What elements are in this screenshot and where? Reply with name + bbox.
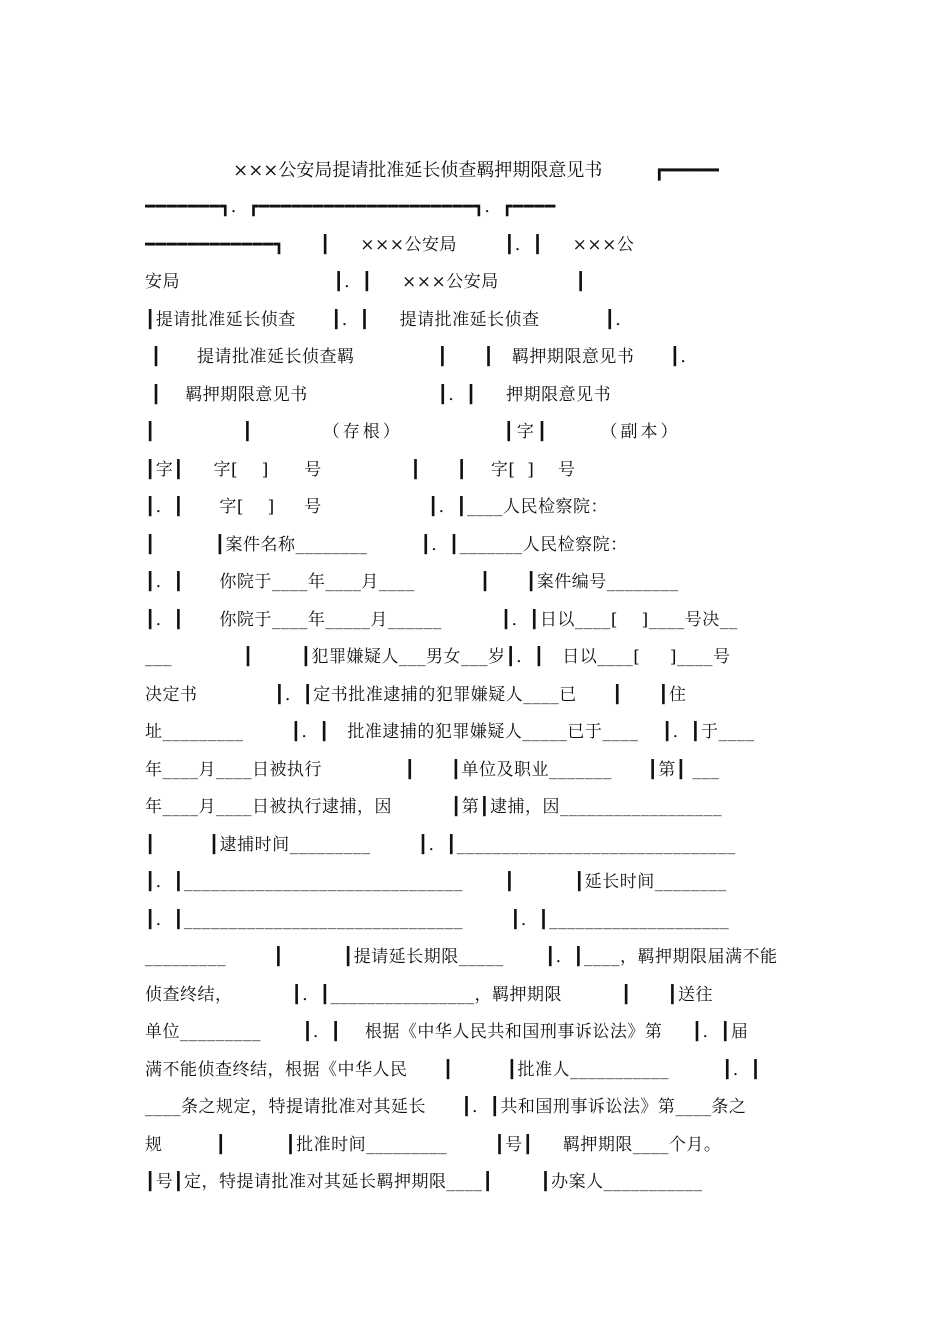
text-line: ┃．┃ 你院于____年____月____ ┃ ┃案件编号________: [145, 572, 679, 592]
text-line: 单位_________ ┃．┃ 根据《中华人民共和国刑事诉讼法》第 ┃．┃届: [145, 1022, 749, 1042]
text-line: ┃．┃ 你院于____年_____月______ ┃．┃日以____[ ]____号决__: [145, 609, 738, 630]
text-line: ┃．┃_______________________________ ┃．┃____________________: [145, 909, 730, 930]
text-line: _________ ┃ ┃提请延长期限_____ ┃．┃____，羁押期限届满不能: [145, 947, 778, 967]
text-line: ┃ 羁押期限意见书 ┃．┃ 押期限意见书: [145, 384, 612, 405]
text-line: ____条之规定，特提请批准对其延长 ┃．┃共和国刑事诉讼法》第____条之: [145, 1097, 747, 1117]
text-line: 址_________ ┃．┃ 批准逮捕的犯罪嫌疑人_____已于____ ┃．┃于____: [145, 722, 755, 742]
text-line: ━━━━━━━━━━━━┓ ┃ ×××公安局 ┃．┃ ×××公: [145, 234, 635, 255]
text-line: ┃号┃定，特提请批准对其延长羁押期限____┃ ┃办案人___________: [145, 1172, 703, 1192]
text-line: ┃字┃ 字[ ] 号 ┃ ┃ 字[ ] 号: [145, 459, 576, 480]
text-line: 安局 ┃．┃ ×××公安局 ┃: [145, 272, 587, 292]
text-line: ┃ 提请批准延长侦查羁 ┃ ┃ 羁押期限意见书 ┃．: [145, 347, 698, 367]
text-line: ┃ ┃案件名称________ ┃．┃_______人民检察院：: [145, 534, 628, 555]
text-line: ┃．┃_______________________________ ┃ ┃延长时间________: [145, 872, 727, 892]
text-line: 规 ┃ ┃批准时间_________ ┃号┃ 羁押期限____个月。: [145, 1134, 722, 1155]
text-line: ┃ ┃逮捕时间_________ ┃．┃_______________________________: [145, 834, 736, 855]
text-line: ___ ┃ ┃犯罪嫌疑人___男女___岁┃．┃ 日以____[ ]____号: [145, 647, 731, 667]
document-page: [145, 152, 807, 1212]
text-line: 侦查终结， ┃．┃________________，羁押期限 ┃ ┃送往: [145, 984, 713, 1005]
text-line: ┃ ┃ （存根） ┃字┃ （副本）: [145, 422, 681, 442]
text-line: 年____月____日被执行逮捕，因 ┃第┃逮捕，因__________________: [145, 797, 723, 817]
text-line: 决定书 ┃．┃定书批准逮捕的犯罪嫌疑人____已 ┃ ┃住: [145, 684, 687, 705]
text-line: ┃提请批准延长侦查 ┃．┃ 提请批准延长侦查 ┃．: [145, 309, 633, 330]
text-line: ┃．┃ 字[ ] 号 ┃．┃____人民检察院：: [145, 497, 609, 517]
text-line: ━━━━━━━┓．┏━━━━━━━━━━━━━━━━━━━━┓．┏━━━━: [145, 197, 556, 217]
document-title: ×××公安局提请批准延长侦查羁押期限意见书 ┏━━━━━: [233, 160, 719, 181]
text-line: 年____月____日被执行 ┃ ┃单位及职业_______ ┃第┃ ___: [145, 759, 720, 780]
text-line: 满不能侦查终结，根据《中华人民 ┃ ┃批准人___________ ┃．┃: [145, 1059, 762, 1080]
